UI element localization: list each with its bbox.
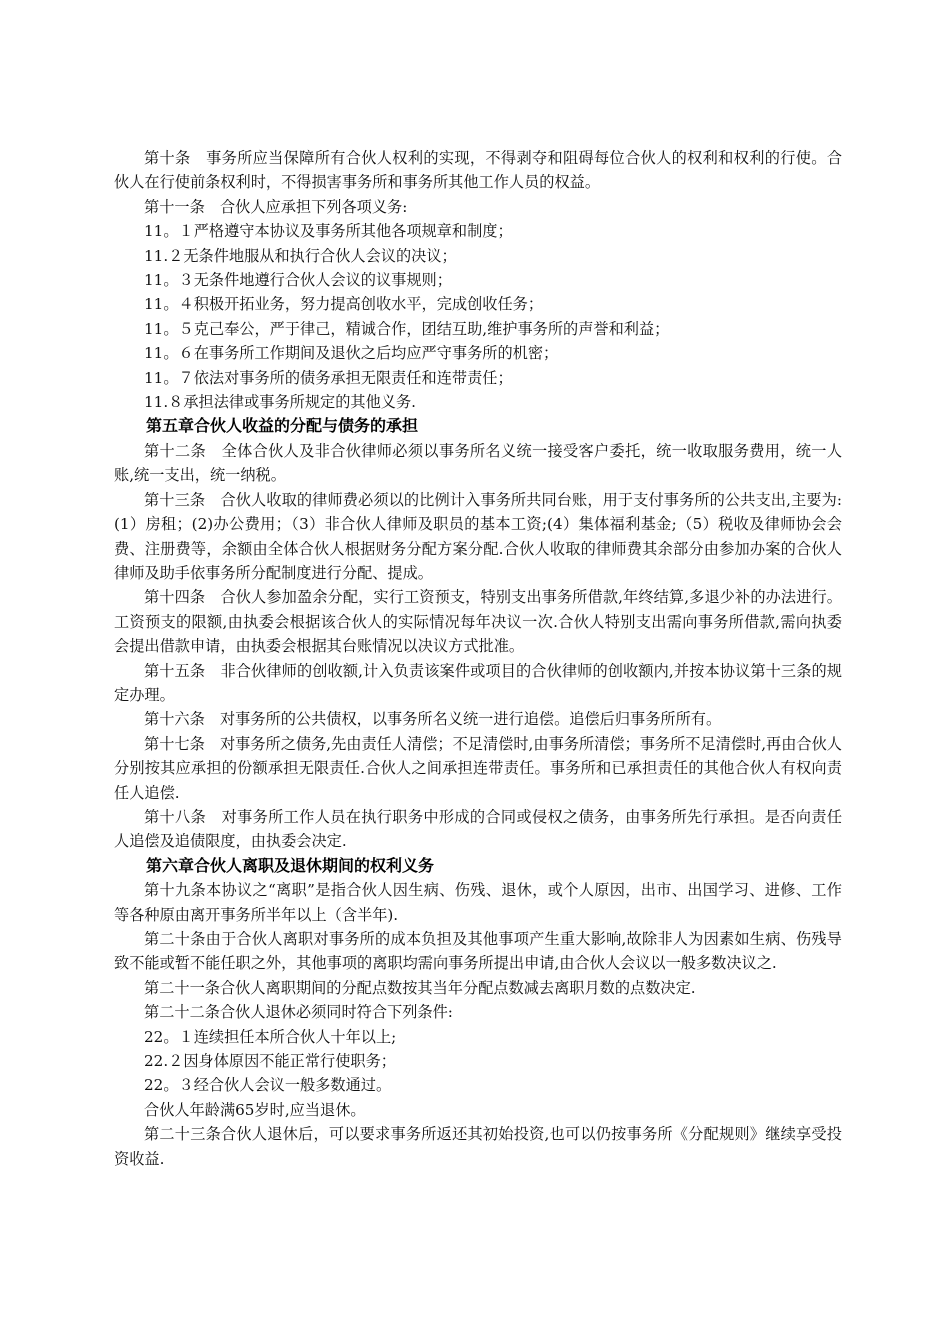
article-17-paragraph: 第十七条 对事务所之债务,先由责任人清偿；不足清偿时,由事务所清偿；事务所不足清偿时,再由合伙人分别按其应承担的份额承担无限责任.合伙人之间承担连带责任。事务所和已承担责任的其他合伙人有权向责任人追偿. — [114, 734, 842, 802]
article-13-paragraph: 第十三条 合伙人收取的律师费必须以的比例计入事务所共同台账，用于支付事务所的公共支出,主要为:(1）房租；(2)办公费用；（3）非合伙人律师及职员的基本工资;(4）集体福利基金;（5）税收及律师协会会费、注册费等，余额由全体合伙人根据财务分配方案分配.合伙人收取的律师费其余部分由参加办案的合伙人律师及助手依事务所分配制度进行分配、提成。 — [114, 490, 842, 582]
article-23-paragraph: 第二十三条合伙人退休后，可以要求事务所返还其初始投资,也可以仍按事务所《分配规则》继续享受投资收益. — [114, 1125, 842, 1168]
clause-11-2: 11.２无条件地服从和执行合伙人会议的决议； — [144, 246, 457, 265]
clause-22-3: 22。３经合伙人会议一般多数通过。 — [144, 1076, 392, 1095]
chapter-5-heading: 第五章合伙人收益的分配与债务的承担 — [146, 416, 419, 436]
clause-11-7: 11。７依法对事务所的债务承担无限责任和连带责任； — [144, 368, 513, 387]
chapter-6-heading: 第六章合伙人离职及退休期间的权利义务 — [146, 855, 435, 875]
clause-11-5: 11。５克己奉公，严于律己，精诚合作，团结互助,维护事务所的声誉和利益； — [144, 319, 670, 338]
article-21-paragraph: 第二十一条合伙人离职期间的分配点数按其当年分配点数减去离职月数的点数决定. — [144, 978, 696, 997]
clause-11-8: 11.８承担法律或事务所规定的其他义务. — [144, 393, 416, 412]
clause-11-4: 11。４积极开拓业务，努力提高创收水平，完成创收任务； — [144, 295, 544, 314]
article-18-paragraph: 第十八条 对事务所工作人员在执行职务中形成的合同或侵权之债务，由事务所先行承担。是否向责任人追偿及追债限度，由执委会决定. — [114, 807, 842, 851]
article-20-paragraph: 第二十条由于合伙人离职对事务所的成本负担及其他事项产生重大影响,故除非人为因素如生病、伤残导致不能或暂不能任职之外，其他事项的离职均需向事务所提出申请,由合伙人会议以一般多数决议之. — [114, 930, 842, 973]
article-14-paragraph: 第十四条 合伙人参加盈余分配，实行工资预支，特别支出事务所借款,年终结算,多退少补的办法进行。工资预支的限额,由执委会根据该合伙人的实际情况每年决议一次.合伙人特别支出需向事务所借款,需向执委会提出借款申请，由执委会根据其台账情况以决议方式批准。 — [114, 588, 842, 656]
article-16-paragraph: 第十六条 对事务所的公共债权，以事务所名义统一进行追偿。追偿后归事务所所有。 — [144, 710, 722, 729]
retirement-age-paragraph: 合伙人年龄满65岁时,应当退休。 — [144, 1100, 366, 1119]
article-11-paragraph: 第十一条 合伙人应承担下列各项义务: — [144, 197, 408, 216]
clause-22-2: 22.２因身体原因不能正常行使职务； — [144, 1052, 396, 1071]
article-15-paragraph: 第十五条 非合伙律师的创收额,计入负责该案件或项目的合伙律师的创收额内,并按本协议第十三条的规定办理。 — [114, 661, 842, 704]
article-19-paragraph: 第十九条本协议之“离职”是指合伙人因生病、伤残、退休，或个人原因，出市、出国学习、进修、工作等各种原由离开事务所半年以上（含半年). — [114, 881, 842, 924]
clause-11-1: 11。１严格遵守本协议及事务所其他各项规章和制度； — [144, 222, 513, 241]
clause-11-3: 11。３无条件地遵行合伙人会议的议事规则； — [144, 271, 452, 290]
clause-11-6: 11。６在事务所工作期间及退伙之后均应严守事务所的机密； — [144, 344, 559, 363]
clause-22-1: 22。１连续担任本所合伙人十年以上; — [144, 1027, 397, 1046]
article-12-paragraph: 第十二条 全体合伙人及非合伙律师必须以事务所名义统一接受客户委托，统一收取服务费用，统一人账,统一支出，统一纳税。 — [114, 441, 842, 485]
article-10-paragraph: 第十条 事务所应当保障所有合伙人权利的实现，不得剥夺和阻碍每位合伙人的权利和权利的行使。合伙人在行使前条权利时，不得损害事务所和事务所其他工作人员的权益。 — [114, 149, 842, 192]
article-22-paragraph: 第二十二条合伙人退休必须同时符合下列条件: — [144, 1003, 453, 1022]
document-page — [114, 146, 842, 1171]
